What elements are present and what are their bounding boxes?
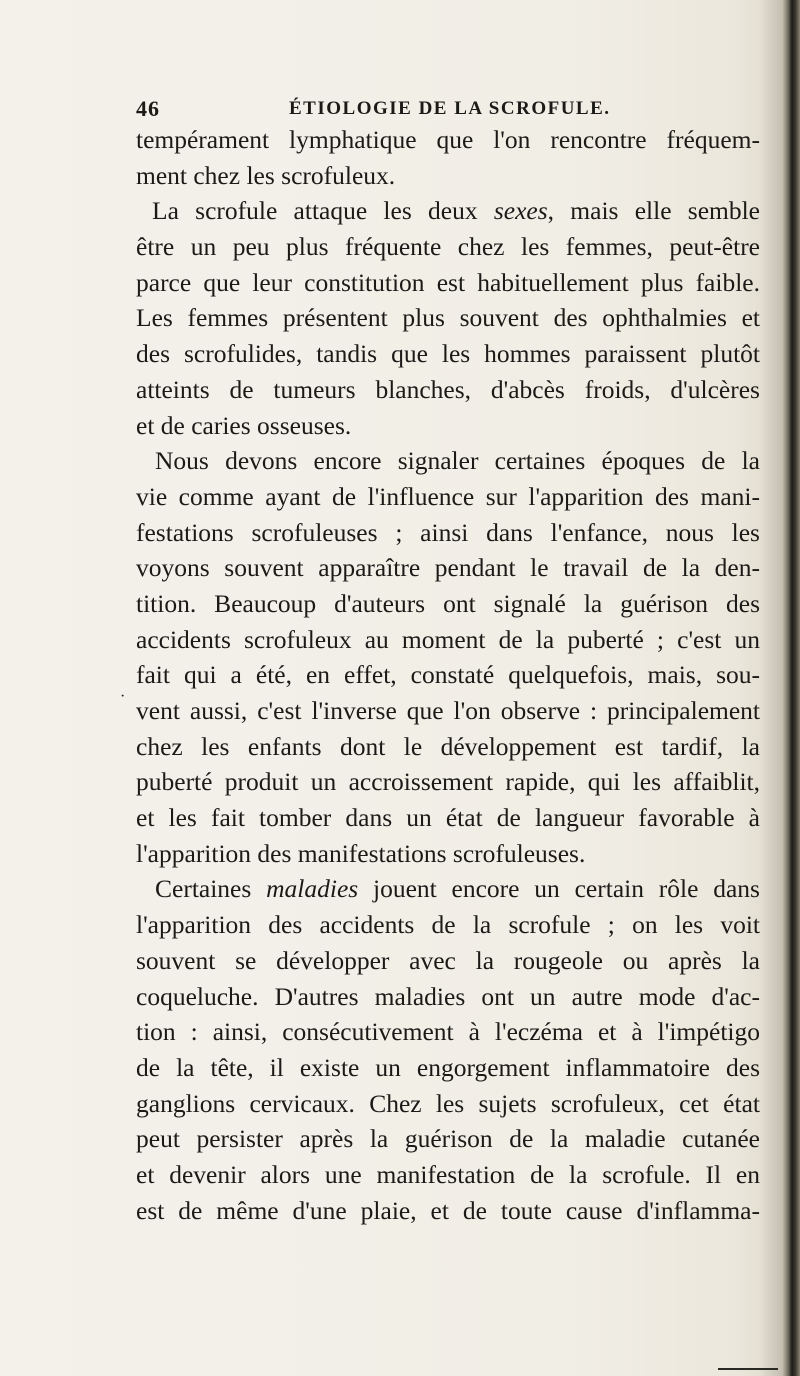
- text-segment: , mais elle semble: [547, 196, 761, 226]
- text-line: fait qui a été, en effet, constaté quelquefois, mais, sou-: [136, 660, 760, 690]
- text-line: et de caries osseuses.: [136, 410, 352, 440]
- text-line: l'apparition des manifestations scrofuleuses.: [136, 838, 586, 868]
- text-segment: jouent encore un certain rôle dans: [358, 874, 760, 904]
- text-line: Nous devons encore signaler certaines époques de la: [155, 446, 760, 476]
- text-segment: La scrofule attaque les deux: [152, 196, 494, 226]
- page-edge-line: [718, 1368, 778, 1370]
- text-line: de la tête, il existe un engorgement inflammatoire des: [136, 1052, 760, 1082]
- text-line: est de même d'une plaie, et de toute cause d'inflamma-: [136, 1195, 760, 1225]
- text-line: ganglions cervicaux. Chez les sujets scrofuleux, cet état: [136, 1088, 760, 1118]
- book-binding: [782, 0, 800, 1376]
- text-line: [136, 871, 760, 907]
- text-line: coqueluche. D'autres maladies ont un autre mode d'ac-: [136, 981, 760, 1011]
- text-line: et les fait tomber dans un état de langueur favorable à: [136, 803, 760, 833]
- text-segment: Certaines: [155, 874, 267, 904]
- text-line: l'apparition des accidents de la scrofule ; on les voit: [136, 910, 760, 940]
- text-line: tition. Beaucoup d'auteurs ont signalé la guérison des: [136, 588, 760, 618]
- text-line: vie comme ayant de l'influence sur l'apparition des mani-: [136, 481, 760, 511]
- text-line: tempérament lymphatique que l'on rencontre fréquem-: [136, 125, 760, 154]
- text-line: parce que leur constitution est habituellement plus faible.: [136, 267, 760, 297]
- text-line: vent aussi, c'est l'inverse que l'on observe : principalement: [136, 696, 760, 725]
- text-line: accidents scrofuleux au moment de la puberté ; c'est un: [136, 624, 760, 654]
- text-line: chez les enfants dont le développement est tardif, la: [136, 731, 760, 761]
- text-line: voyons souvent apparaître pendant le travail de la den-: [136, 553, 760, 583]
- binding-shadow: [760, 0, 782, 1376]
- text-line: et devenir alors une manifestation de la scrofule. Il en: [136, 1159, 760, 1189]
- text-line: ment chez les scrofuleux.: [136, 160, 396, 190]
- text-line: souvent se développer avec la rougeole ou après la: [136, 945, 760, 975]
- italic-term: maladies: [266, 874, 359, 904]
- italic-term: sexes: [493, 196, 548, 226]
- margin-dot: ·: [120, 688, 126, 705]
- body-text: [136, 122, 760, 1228]
- text-line: puberté produit un accroissement rapide, qui les affaiblit,: [136, 767, 760, 797]
- text-line: atteints de tumeurs blanches, d'abcès froids, d'ulcères: [136, 374, 760, 404]
- text-line: être un peu plus fréquente chez les femmes, peut-être: [136, 232, 760, 262]
- text-line: [136, 193, 760, 229]
- running-title: ÉTIOLOGIE DE LA SCROFULE.: [289, 98, 611, 119]
- text-line: des scrofulides, tandis que les hommes paraissent plutôt: [136, 339, 760, 369]
- text-line: tion : ainsi, consécutivement à l'eczéma et à l'impétigo: [136, 1017, 760, 1047]
- text-line: Les femmes présentent plus souvent des ophthalmies et: [136, 303, 760, 333]
- text-line: festations scrofuleuses ; ainsi dans l'enfance, nous les: [136, 517, 760, 547]
- text-line: peut persister après la guérison de la maladie cutanée: [136, 1124, 760, 1154]
- page-number: 46: [136, 96, 160, 121]
